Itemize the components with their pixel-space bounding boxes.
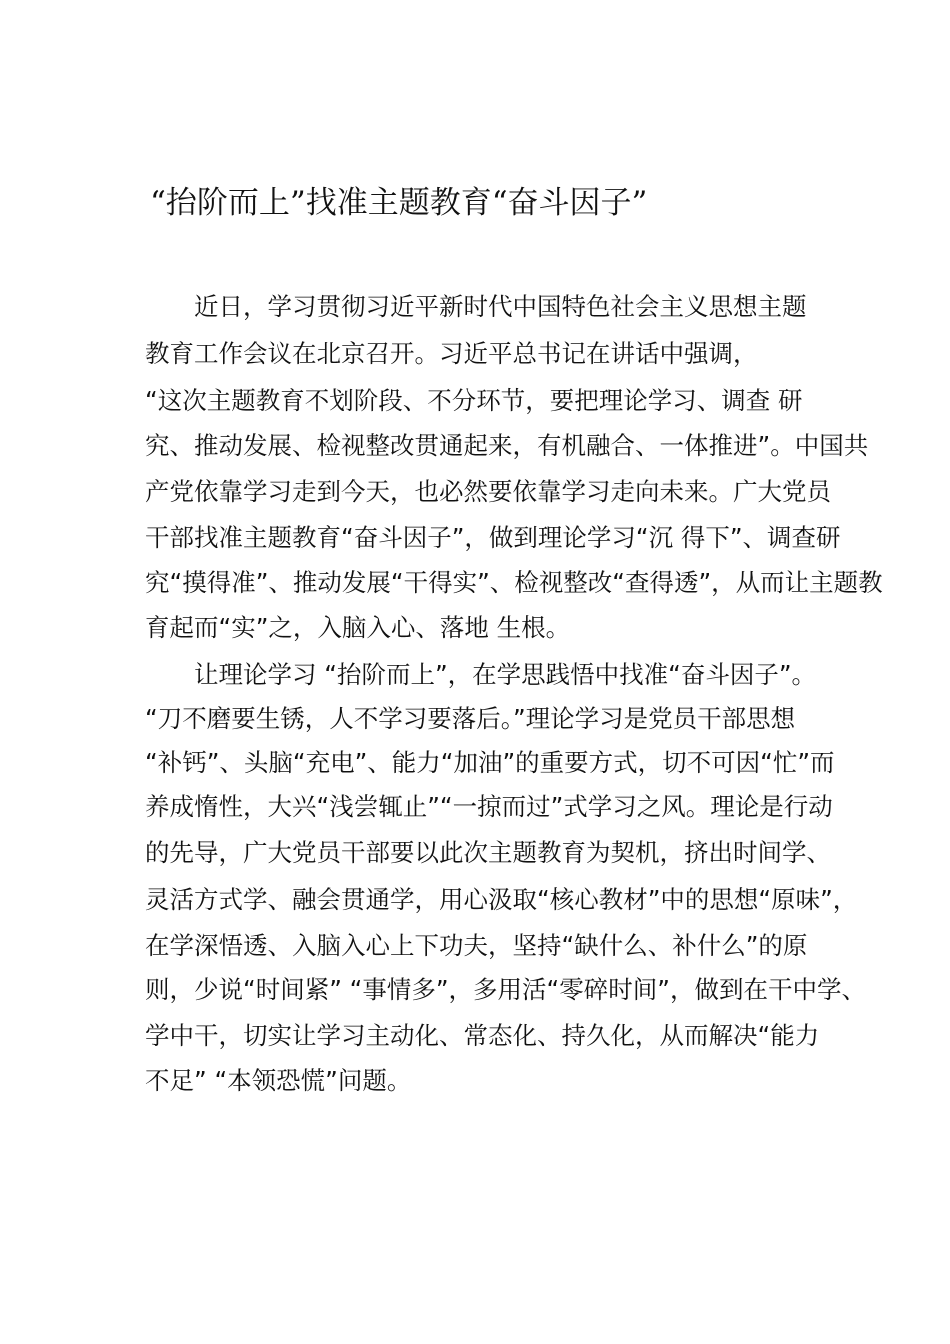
paragraph-2-line-3: “补钙”、头脑“充电”、能力“加油”的重要方式，切不可因“忙”而 [145,748,835,777]
paragraph-1-line-6: 干部找准主题教育“奋斗因子”，做到理论学习“沉 得下”、调查研 [145,523,841,552]
paragraph-2-line-5: 的先导，广大党员干部要以此次主题教育为契机，挤出时间学、 [145,838,831,867]
paragraph-2-line-7: 在学深悟透、入脑入心上下功夫，坚持“缺什么、补什么”的原 [145,931,808,960]
paragraph-2-line-1: 让理论学习 “抬阶而上”，在学思践悟中找准“奋斗因子”。 [194,660,817,689]
paragraph-2-line-4: 养成惰性，大兴“浅尝辄止”“一掠而过”式学习之风。理论是行动 [145,792,833,821]
document-title: “抬阶而上”找准主题教育“奋斗因子” [150,185,648,221]
paragraph-1-line-8: 育起而“实”之，入脑入心、落地 生根。 [145,613,571,642]
paragraph-1-line-2: 教育工作会议在北京召开。习近平总书记在讲话中强调， [145,339,758,368]
paragraph-1-line-1: 近日，学习贯彻习近平新时代中国特色社会主义思想主题 [194,292,807,321]
paragraph-1-line-3: “这次主题教育不划阶段、不分环节，要把理论学习、调查 研 [145,386,803,415]
paragraph-2-line-2: “刀不磨要生锈，人不学习要落后。”理论学习是党员干部思想 [145,704,796,733]
paragraph-2-line-8: 则，少说“时间紧” “事情多”，多用活“零碎时间”，做到在干中学、 [145,975,866,1004]
paragraph-2-line-6: 灵活方式学、融会贯通学，用心汲取“核心教材”中的思想“原味”， [145,885,858,914]
paragraph-2-line-10: 不足” “本领恐慌”问题。 [145,1066,412,1095]
paragraph-1-line-4: 究、推动发展、检视整改贯通起来，有机融合、一体推进”。中国共 [145,431,869,460]
paragraph-1-line-5: 产党依靠学习走到今天，也必然要依靠学习走向未来。广大党员 [145,477,831,506]
paragraph-1-line-7: 究“摸得准”、推动发展“干得实”、检视整改“查得透”，从而让主题教 [145,568,883,597]
paragraph-2-line-9: 学中干，切实让学习主动化、常态化、持久化，从而解决“能力 [145,1021,820,1050]
